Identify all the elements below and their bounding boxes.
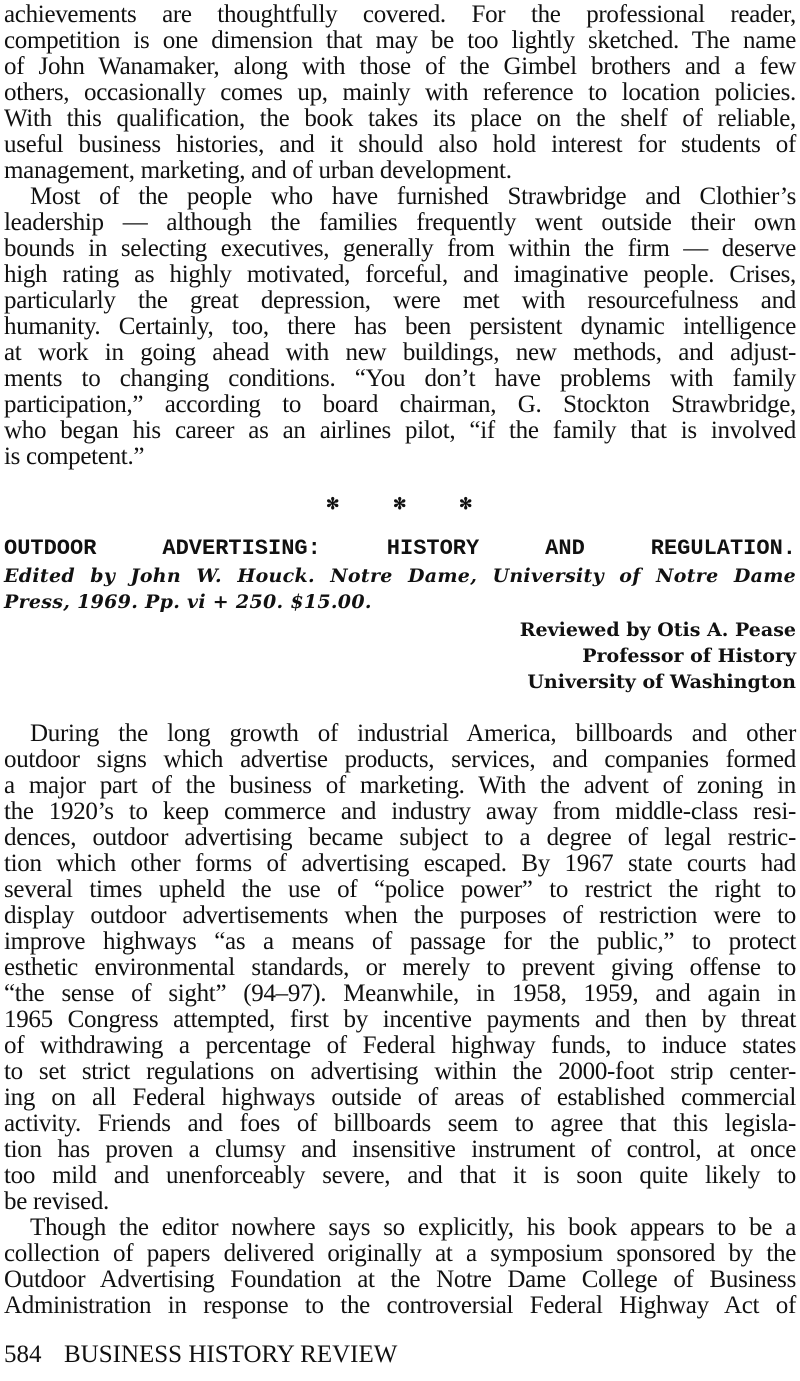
text-line: leadership — although the families frequently went outside their own (4, 209, 796, 236)
text-line: participation,” according to board chairman, G. Stockton Strawbridge, (4, 391, 796, 418)
reviewer-name: Reviewed by Otis A. Pease (519, 619, 796, 641)
text-line: ing on all Federal highways outside of areas of established commercial (4, 1084, 796, 1111)
text-line: collection of papers delivered originally at a symposium sponsored by the (4, 1240, 796, 1267)
text-line: others, occasionally comes up, mainly with reference to location policies. (4, 79, 796, 106)
text-line: particularly the great depression, were met with resourcefulness and (4, 287, 796, 314)
text-line: improve highways “as a means of passage for the public,” to protect (4, 928, 796, 955)
reviewer-title: Professor of History (582, 645, 796, 667)
text-line: of John Wanamaker, along with those of the Gimbel brothers and a few (4, 53, 796, 80)
text-line: outdoor signs which advertise products, services, and companies formed (4, 746, 796, 773)
text-line: bounds in selecting executives, generally from within the firm — deserve (4, 235, 796, 262)
text-line: too mild and unenforceably severe, and that it is soon quite likely to (4, 1162, 796, 1189)
text-line: With this qualification, the book takes its place on the shelf of reliable, (4, 105, 796, 132)
text-line: Most of the people who have furnished Strawbridge and Clothier’s (30, 183, 796, 210)
review-citation-line: Edited by John W. Houck. Notre Dame, University of Notre Dame (4, 565, 796, 587)
text-line: several times upheld the use of “police power” to restrict the right to (4, 876, 796, 903)
text-line: achievements are thoughtfully covered. For the professional reader, (4, 1, 796, 28)
text-line: humanity. Certainly, too, there has been persistent dynamic intelligence (4, 313, 796, 340)
text-line: who began his career as an airlines pilot, “if the family that is involved (4, 417, 796, 444)
text-line: tion has proven a clumsy and insensitive instrument of control, at once (4, 1136, 796, 1163)
text-line: the 1920’s to keep commerce and industry away from middle-class resi- (4, 798, 796, 825)
text-line: management, marketing, and of urban development. (4, 157, 512, 184)
review-book-title: OUTDOOR ADVERTISING: HISTORY AND REGULATION. (4, 536, 796, 561)
text-line: high rating as highly motivated, forceful, and imaginative people. Crises, (4, 261, 796, 288)
text-line: is competent.” (4, 443, 145, 470)
text-line: Outdoor Advertising Foundation at the Notre Dame College of Business (4, 1266, 796, 1293)
section-break (0, 492, 800, 518)
asterisk-ornament-icon: ✻ (459, 496, 473, 513)
text-line: Administration in response to the controversial Federal Highway Act of (4, 1292, 796, 1319)
text-line: a major part of the business of marketing. With the advent of zoning in (4, 772, 796, 799)
text-line: competition is one dimension that may be too lightly sketched. The name (4, 27, 796, 54)
text-line: 1965 Congress attempted, first by incentive payments and then by threat (4, 1006, 796, 1033)
text-line: During the long growth of industrial America, billboards and other (30, 720, 796, 747)
asterisk-ornament-icon: ✻ (326, 496, 340, 513)
text-line: be revised. (4, 1188, 109, 1215)
text-line: of withdrawing a percentage of Federal highway funds, to induce states (4, 1032, 796, 1059)
text-line: esthetic environmental standards, or merely to prevent giving offense to (4, 954, 796, 981)
text-line: ments to changing conditions. “You don’t have problems with family (4, 365, 796, 392)
page-number: 584 (4, 1341, 42, 1368)
text-line: at work in going ahead with new buildings, new methods, and adjust- (4, 339, 796, 366)
asterisk-ornament-icon: ✻ (393, 496, 407, 513)
text-line: to set strict regulations on advertising within the 2000-foot strip center- (4, 1058, 796, 1085)
text-line: useful business histories, and it should also hold interest for students of (4, 131, 796, 158)
page-footer (4, 1340, 397, 1370)
text-line: Though the editor nowhere says so explicitly, his book appears to be a (30, 1214, 796, 1241)
text-line: display outdoor advertisements when the purposes of restriction were to (4, 902, 796, 929)
reviewer-affiliation: University of Washington (527, 671, 796, 693)
text-line: activity. Friends and foes of billboards seem to agree that this legisla- (4, 1110, 796, 1137)
review-citation-line: Press, 1969. Pp. vi + 250. $15.00. (4, 591, 372, 613)
text-line: dences, outdoor advertising became subject to a degree of legal restric- (4, 824, 796, 851)
journal-name: BUSINESS HISTORY REVIEW (64, 1341, 398, 1368)
text-line: tion which other forms of advertising escaped. By 1967 state courts had (4, 850, 796, 877)
text-line: “the sense of sight” (94–97). Meanwhile, in 1958, 1959, and again in (4, 980, 796, 1007)
